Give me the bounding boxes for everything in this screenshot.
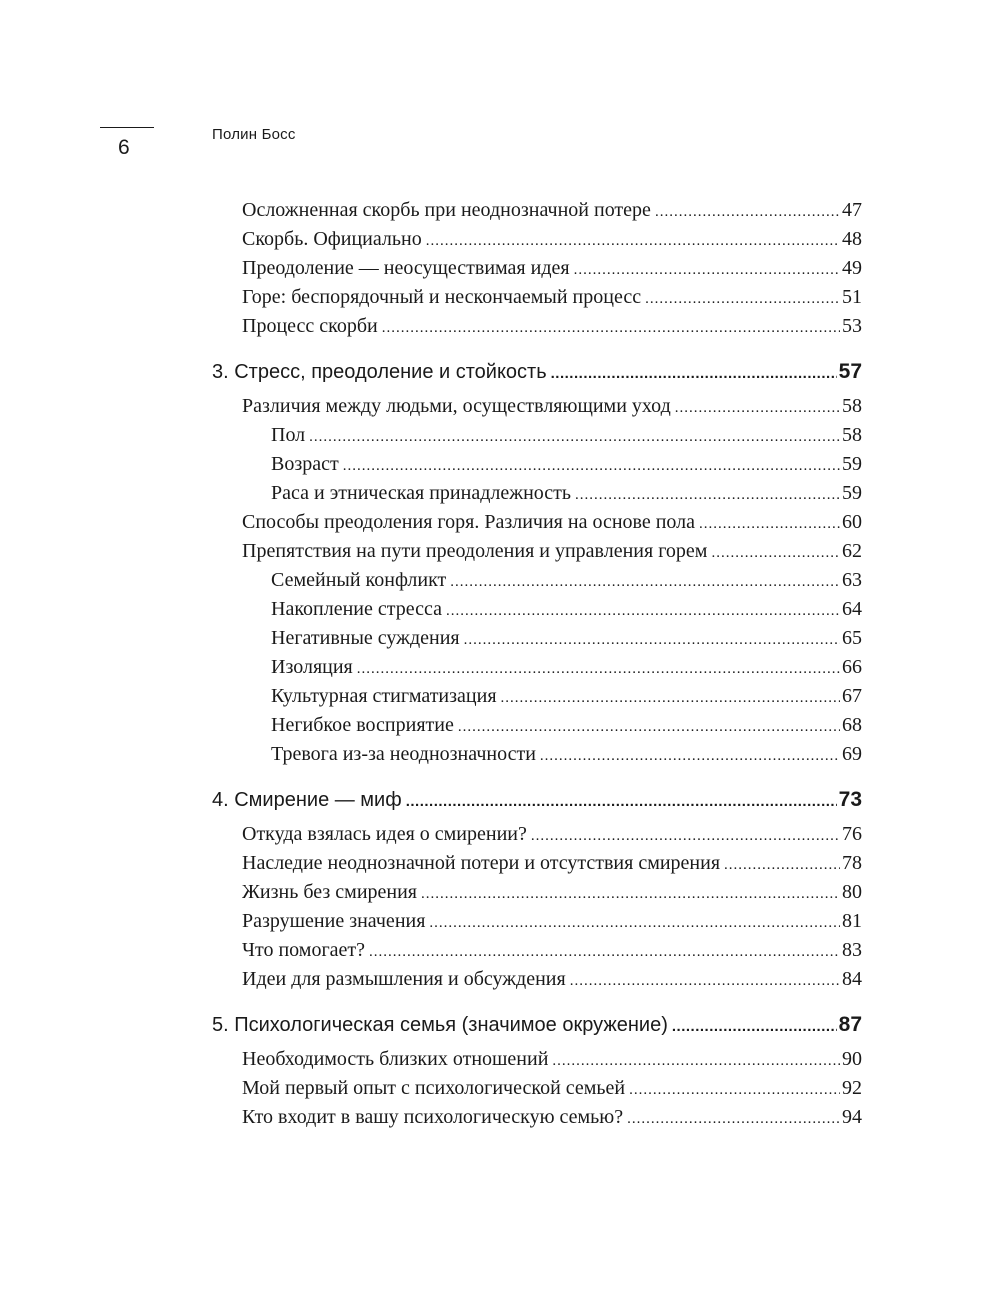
toc-section[interactable] [212,849,862,878]
toc-entry-title: Различия между людьми, осуществляющими уход [242,395,671,417]
toc-entry-page: 92 [842,1077,862,1099]
dot-leader [369,938,840,967]
dot-leader [655,198,840,227]
toc-section[interactable] [212,283,862,312]
toc-subsection[interactable] [212,595,862,624]
toc-chapter[interactable] [212,357,862,387]
toc-entry-page: 90 [842,1048,862,1070]
toc-entry-title: Разрушение значения [242,910,426,932]
toc-section[interactable] [212,254,862,283]
dot-leader [426,227,840,256]
toc-entry-title: Пол [271,424,306,446]
dot-leader [551,359,837,389]
toc-entry-title: Тревога из-за неоднозначности [271,743,536,765]
toc-entry-title: Процесс скорби [242,315,378,337]
toc-entry-title: 5. Психологическая семья (значимое окружение) [212,1014,668,1036]
toc-entry-title: Накопление стресса [271,598,442,620]
toc-entry-title: Способы преодоления горя. Различия на основе пола [242,511,696,533]
toc-entry-page: 49 [842,257,862,279]
dot-leader [458,713,840,742]
toc-entry-page: 66 [842,656,862,678]
toc-chapter[interactable] [212,1010,862,1040]
toc-entry-title: Преодоление — неосуществимая идея [242,257,570,279]
toc-entry-title: Препятствия на пути преодоления и управления горем [242,540,708,562]
toc-subsection[interactable] [212,421,862,450]
toc-entry-title: Изоляция [271,656,353,678]
dot-leader [711,539,840,568]
dot-leader [501,684,840,713]
toc-entry-page: 57 [838,360,862,383]
toc-entry-title: Возраст [271,453,339,475]
toc-subsection[interactable] [212,624,862,653]
dot-leader [343,452,840,481]
toc-entry-page: 94 [842,1106,862,1128]
toc-entry-title: Жизнь без смирения [242,881,417,903]
toc-section[interactable] [212,820,862,849]
dot-leader [627,1105,840,1134]
toc-entry-title: Семейный конфликт [271,569,447,591]
toc-entry-page: 51 [842,286,862,308]
toc-entry-page: 73 [838,788,862,811]
dot-leader [724,851,840,880]
toc-entry-page: 64 [842,598,862,620]
toc-entry-title: Мой первый опыт с психологической семьей [242,1077,626,1099]
dot-leader [382,314,840,343]
page-number: 6 [118,136,130,159]
dot-leader [464,626,840,655]
toc-entry-page: 58 [842,395,862,417]
toc-section[interactable] [212,312,862,341]
toc-entry-page: 48 [842,228,862,250]
toc-entry-page: 78 [842,852,862,874]
toc-entry-page: 47 [842,199,862,221]
toc-entry-title: Горе: беспорядочный и нескончаемый процесс [242,286,642,308]
dot-leader [540,742,840,771]
dot-leader [570,967,840,996]
toc-entry-page: 81 [842,910,862,932]
table-of-contents [212,196,862,1132]
dot-leader [357,655,840,684]
toc-chapter[interactable] [212,785,862,815]
toc-subsection[interactable] [212,682,862,711]
toc-entry-page: 67 [842,685,862,707]
toc-subsection[interactable] [212,740,862,769]
toc-entry-page: 59 [842,453,862,475]
dot-leader [531,822,840,851]
toc-entry-page: 76 [842,823,862,845]
toc-entry-title: 3. Стресс, преодоление и стойкость [212,361,547,383]
toc-section[interactable] [212,196,862,225]
toc-entry-page: 87 [838,1013,862,1036]
toc-entry-title: Осложненная скорбь при неоднозначной потере [242,199,651,221]
header-rule [100,127,154,128]
toc-entry-title: Негативные суждения [271,627,460,649]
dot-leader [429,909,840,938]
toc-entry-page: 59 [842,482,862,504]
dot-leader [446,597,840,626]
toc-section[interactable] [212,1045,862,1074]
toc-entry-title: Негибкое восприятие [271,714,454,736]
dot-leader [675,394,840,423]
toc-entry-page: 80 [842,881,862,903]
toc-section[interactable] [212,936,862,965]
toc-entry-title: Скорбь. Официально [242,228,422,250]
dot-leader [406,787,837,817]
dot-leader [309,423,840,452]
toc-entry-page: 84 [842,968,862,990]
dot-leader [574,256,840,285]
toc-entry-page: 69 [842,743,862,765]
toc-section[interactable] [212,1074,862,1103]
toc-entry-title: Раса и этническая принадлежность [271,482,572,504]
toc-subsection[interactable] [212,653,862,682]
toc-section[interactable] [212,392,862,421]
toc-entry-page: 63 [842,569,862,591]
dot-leader [699,510,840,539]
toc-subsection[interactable] [212,566,862,595]
toc-section[interactable] [212,225,862,254]
toc-section[interactable] [212,965,862,994]
running-head-author: Полин Босс [212,126,296,143]
toc-section[interactable] [212,907,862,936]
toc-entry-title: Кто входит в вашу психологическую семью? [242,1106,624,1128]
toc-section[interactable] [212,1103,862,1132]
toc-section[interactable] [212,508,862,537]
toc-entry-title: Идеи для размышления и обсуждения [242,968,566,990]
dot-leader [552,1047,840,1076]
toc-section[interactable] [212,537,862,566]
toc-entry-page: 62 [842,540,862,562]
toc-entry-page: 65 [842,627,862,649]
dot-leader [629,1076,840,1105]
dot-leader [645,285,840,314]
toc-subsection[interactable] [212,711,862,740]
toc-entry-title: 4. Смирение — миф [212,789,402,811]
toc-entry-title: Культурная стигматизация [271,685,497,707]
dot-leader [450,568,840,597]
toc-entry-title: Необходимость близких отношений [242,1048,549,1070]
toc-subsection[interactable] [212,479,862,508]
dot-leader [672,1012,837,1042]
toc-entry-title: Что помогает? [242,939,366,961]
toc-entry-title: Наследие неоднозначной потери и отсутствия смирения [242,852,721,874]
dot-leader [421,880,840,909]
toc-section[interactable] [212,878,862,907]
toc-entry-page: 68 [842,714,862,736]
toc-entry-title: Откуда взялась идея о смирении? [242,823,527,845]
toc-subsection[interactable] [212,450,862,479]
toc-entry-page: 58 [842,424,862,446]
toc-entry-page: 53 [842,315,862,337]
dot-leader [575,481,840,510]
toc-entry-page: 60 [842,511,862,533]
toc-entry-page: 83 [842,939,862,961]
